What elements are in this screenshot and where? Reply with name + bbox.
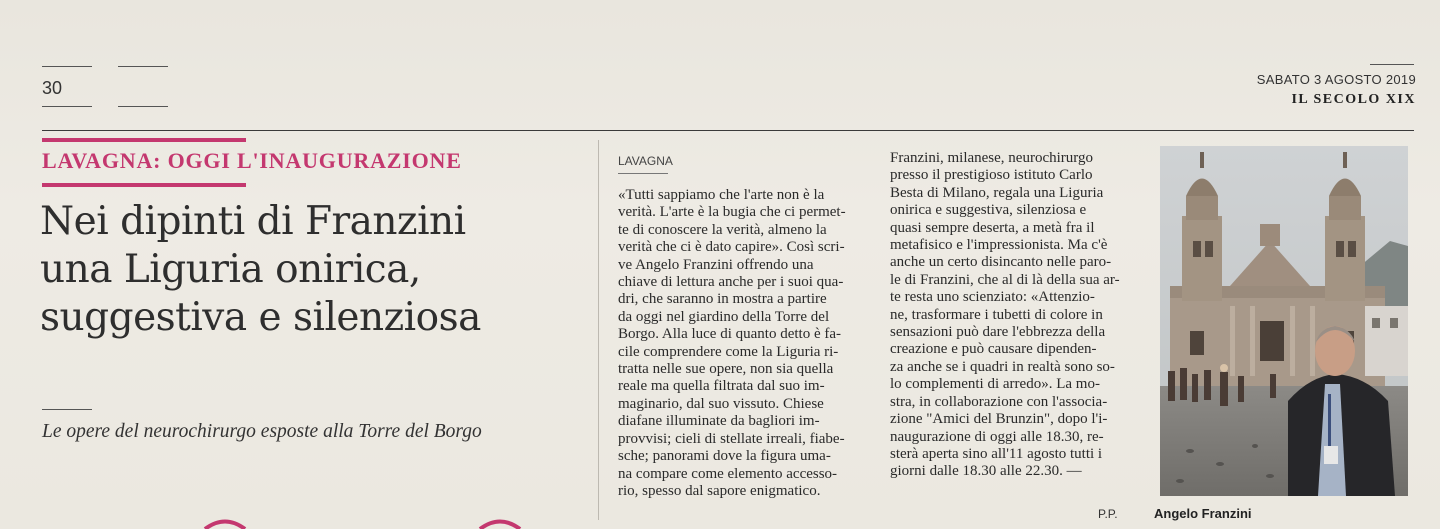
page-top-rule [42,130,1414,131]
article-text-line: diafane illuminate da bagliori im- [618,413,820,430]
article-text-line: sche; panorami dove la figura uma- [618,448,831,465]
article-text-line: dri, che saranno in mostra a partire [618,291,827,308]
article-text-line: quasi sempre deserta, a metà fra il [890,219,1095,236]
author-initials: P.P. [1098,507,1118,521]
article-text-line: da oggi nel giardino della Torre del [618,308,830,325]
article-text-line: te di conoscere la verità, almeno la [618,221,827,238]
article-text-line: onirica e suggestiva, silenziosa e [890,202,1087,219]
article-text-line: giorni dalle 18.30 alle 22.30. — [890,463,1082,480]
kicker-top-bar [42,138,246,142]
article-text-line: «Tutti sappiamo che l'arte non è la [618,187,825,203]
subhead-rule [42,409,92,410]
article-text-line: tratta nelle sue opere, non sia quella [618,361,834,378]
header-rule [42,66,92,67]
next-article-decoration [200,518,530,529]
article-text-line: Borgo. Alla luce di quanto detto è fa- [618,326,842,343]
article-text-line: na compare come elemento accesso- [618,465,838,482]
header-rule [118,66,168,67]
article-text-line: maginario, dal suo vissuto. Chiese [618,395,824,412]
section-label-rule [618,173,668,174]
article-text-line: cile comprendere come la Liguria ri- [618,343,839,360]
article-text-line: creazione e può causare dipenden- [890,341,1097,358]
article-text-line: chiave di lettura anche per i suoi qua- [618,274,844,291]
headline-line: Nei dipinti di Franzini [40,199,466,244]
headline-line: una Liguria onirica, [40,247,421,292]
column-divider [598,140,599,520]
article-column-2 [890,150,1148,481]
article-text-line: presso il prestigioso istituto Carlo [890,167,1093,184]
photo-image [1160,146,1408,496]
kicker: LAVAGNA: OGGI L'INAUGURAZIONE [42,148,462,173]
article-text-line: naugurazione di oggi alle 18.30, re- [890,428,1104,445]
article-text-line: ve Angelo Franzini offrendo una [618,256,814,273]
article-text-line: Franzini, milanese, neurochirurgo [890,150,1093,166]
cathedral-portrait-photo [1160,146,1408,496]
subhead: Le opere del neurochirurgo esposte alla Torre del Borgo [42,421,482,442]
page-number: 30 [42,78,63,98]
article-text-line: Besta di Milano, regala una Liguria [890,184,1104,201]
article-text-line: sterà aperta sino all'11 agosto tutti i [890,445,1103,462]
headline [40,198,481,342]
article-text-line: te resta uno scienziato: «Attenzio- [890,289,1095,306]
article-text-line: za anche se i quadri in realtà sono so- [890,358,1115,375]
article-text-line: verità. L'arte è la bugia che ci permet- [618,204,846,221]
newspaper-masthead: IL SECOLO XIX [1291,92,1416,107]
article-text-line: reale ma quella filtrata dal suo im- [618,378,825,395]
article-column-1 [618,187,868,500]
article-text-line: verità che ci è dato capire». Così scri- [618,239,845,256]
article-text-line: lo complementi di arredo». La mo- [890,376,1100,393]
article-text-line: metafisico e l'impressionista. Ma c'è [890,237,1108,254]
article-text-line: rio, spesso dal sapore enigmatico. [618,482,821,499]
article-text-line: ne, trasformare i tubetti di colore in [890,306,1103,323]
article-text-line: provvisi; cieli di stellate irreali, fiabe- [618,430,845,447]
article-text-line: le di Franzini, che al di là della sua ar- [890,271,1120,288]
kicker-bottom-bar [42,183,246,187]
article-text-line: stra, in collaborazione con l'associa- [890,393,1108,410]
headline-line: suggestiva e silenziosa [40,295,481,340]
article-text-line: anche un certo disincanto nelle paro- [890,254,1112,271]
article-text-line: sensazioni può dare l'ebbrezza della [890,324,1106,341]
section-label: LAVAGNA [618,154,673,168]
header-rule [1370,64,1414,65]
photo-caption: Angelo Franzini [1154,506,1252,521]
article-text-line: zione "Amici del Brunzin", dopo l'i- [890,411,1108,428]
header-rule [118,106,168,107]
header-rule [42,106,92,107]
issue-date: SABATO 3 AGOSTO 2019 [1256,72,1416,87]
